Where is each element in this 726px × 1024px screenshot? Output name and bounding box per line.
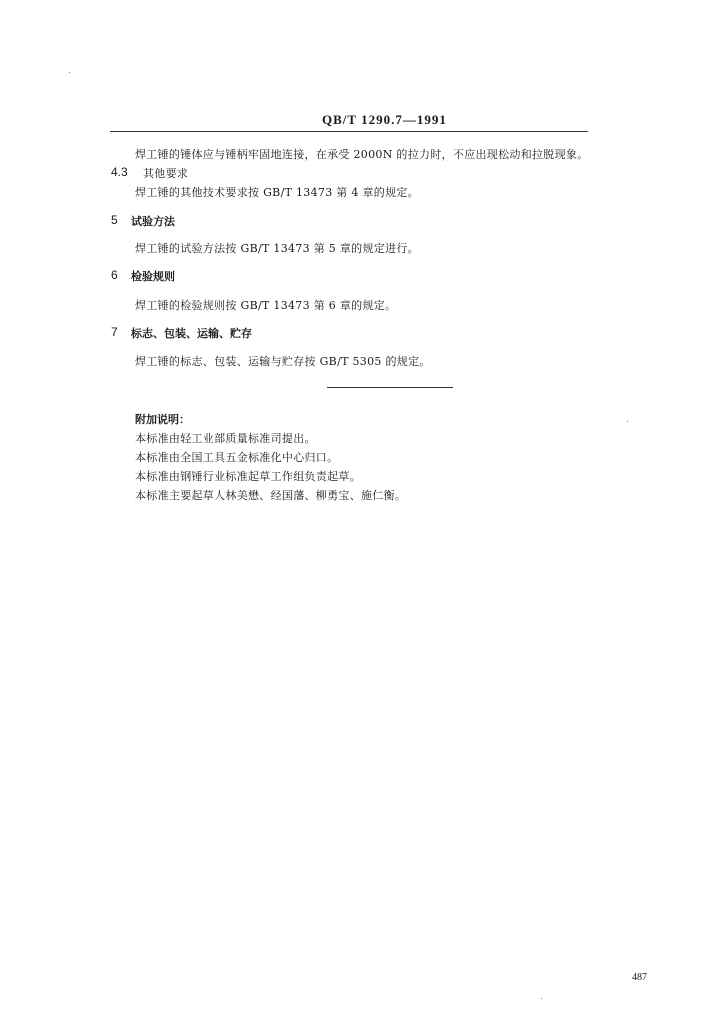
section-5-number: 5 [111,213,118,227]
scan-speck [69,72,70,73]
section-6-title: 检验规则 [131,270,175,283]
notes-line: 本标准由轻工业部质量标准司提出。 [135,432,316,445]
header-divider [110,131,588,132]
section-6-text: 焊工锤的检验规则按 GB/T 13473 第 6 章的规定。 [135,299,397,312]
page-number: 487 [632,972,647,983]
section-7-text: 焊工锤的标志、包装、运输与贮存按 GB/T 5305 的规定。 [135,355,431,368]
notes-line: 本标准由全国工具五金标准化中心归口。 [135,451,339,464]
standard-code-header: QB/T 1290.7—1991 [322,112,447,127]
end-of-text-rule [327,387,453,388]
section-5-title: 试验方法 [131,215,175,228]
notes-heading: 附加说明： [135,413,190,426]
section-4-3-number: 4.3 [111,165,128,179]
scan-speck [541,998,542,999]
continuation-paragraph: 焊工锤的锤体应与锤柄牢固地连接，在承受 2000N 的拉力时，不应出现松动和拉脱现象。 [135,148,589,161]
section-7-number: 7 [111,325,118,339]
section-6-number: 6 [111,268,118,282]
scan-speck [627,421,628,422]
section-5-text: 焊工锤的试验方法按 GB/T 13473 第 5 章的规定进行。 [135,242,419,255]
section-4-3-title: 其他要求 [143,167,189,180]
notes-line: 本标准由钢锤行业标准起草工作组负责起草。 [135,470,361,483]
section-4-3-text: 焊工锤的其他技术要求按 GB/T 13473 第 4 章的规定。 [135,186,419,199]
notes-line: 本标准主要起草人林美懋、经国藩、柳勇宝、施仁衡。 [135,489,407,502]
section-7-title: 标志、包装、运输、贮存 [131,327,252,340]
